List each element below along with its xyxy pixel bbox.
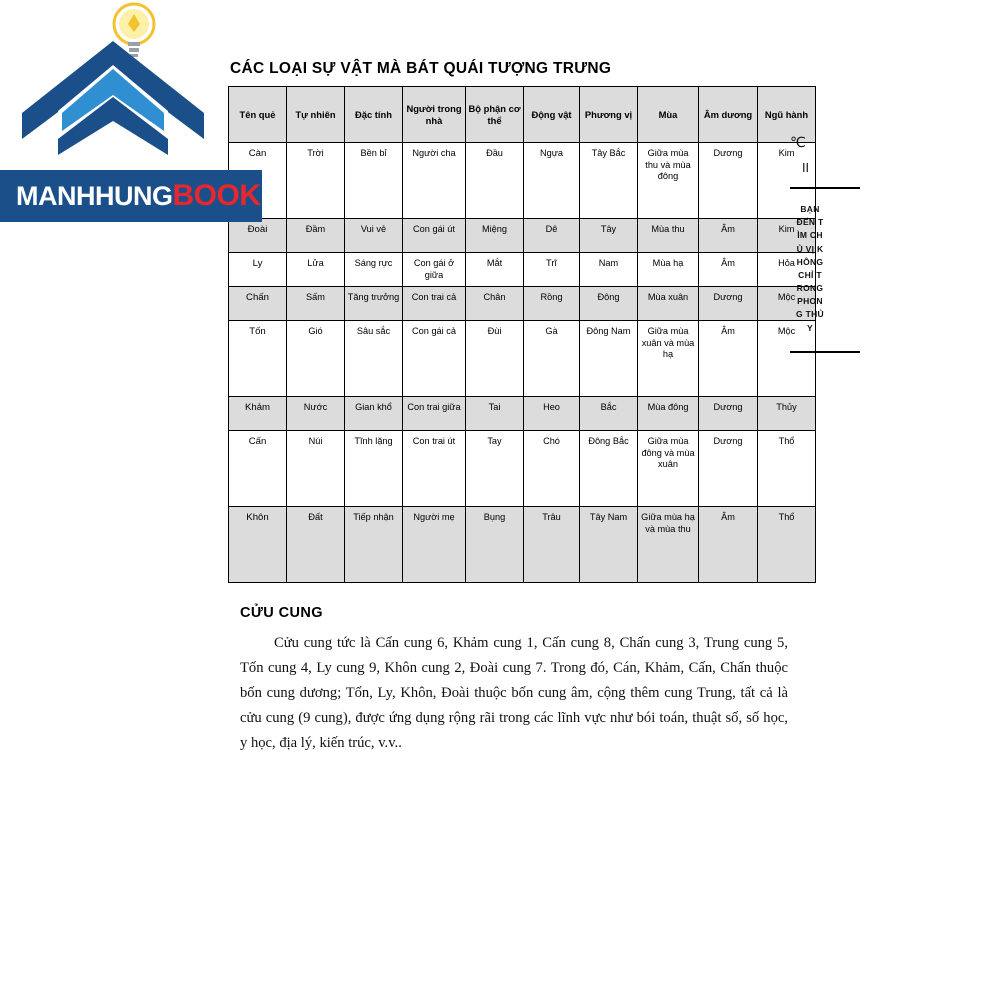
column-header: Mùa bbox=[638, 87, 699, 143]
table-cell: Đoài bbox=[229, 219, 287, 253]
table-cell: Người cha bbox=[403, 143, 466, 219]
table-row bbox=[229, 287, 816, 321]
bagua-table bbox=[228, 86, 816, 583]
table-cell: Con trai giữa bbox=[403, 397, 466, 431]
table-cell: Con gái ở giữa bbox=[403, 253, 466, 287]
table-cell: Giữa mùa thu và mùa đông bbox=[638, 143, 699, 219]
table-cell: Giữa mùa hạ và mùa thu bbox=[638, 507, 699, 583]
table-cell: Tĩnh lặng bbox=[345, 431, 403, 507]
table-cell: Dương bbox=[699, 143, 758, 219]
brand-name-secondary: BOOK bbox=[172, 179, 261, 212]
brand-name-primary: MANHHUNG bbox=[16, 180, 173, 211]
table-cell: Mộc bbox=[758, 321, 816, 397]
table-cell: Gian khổ bbox=[345, 397, 403, 431]
column-header: Đặc tính bbox=[345, 87, 403, 143]
table-cell: Bắc bbox=[580, 397, 638, 431]
margin-glyph: ℃ bbox=[790, 135, 807, 151]
table-cell: Tai bbox=[466, 397, 524, 431]
table-cell: Đầu bbox=[466, 143, 524, 219]
table-cell: Con gái cả bbox=[403, 321, 466, 397]
table-cell: Âm bbox=[699, 321, 758, 397]
table-cell: Đầm bbox=[287, 219, 345, 253]
table-cell: Chấn bbox=[229, 287, 287, 321]
table-cell: Trâu bbox=[524, 507, 580, 583]
table-cell: Khôn bbox=[229, 507, 287, 583]
table-cell: Trời bbox=[287, 143, 345, 219]
table-cell: Tay bbox=[466, 431, 524, 507]
table-cell: Âm bbox=[699, 219, 758, 253]
table-cell: Đông Bắc bbox=[580, 431, 638, 507]
table-cell: Khảm bbox=[229, 397, 287, 431]
table-cell: Càn bbox=[229, 143, 287, 219]
table-cell: Thổ bbox=[758, 431, 816, 507]
margin-vertical-text: BẠN ĐẾN TÌM CHỦ VỊ KHÔNG CHỈ TRONG PHONG THỦY bbox=[796, 204, 824, 333]
table-cell: Trĩ bbox=[524, 253, 580, 287]
table-cell: Đất bbox=[287, 507, 345, 583]
column-header: Ngũ hành bbox=[758, 87, 816, 143]
table-header-row bbox=[229, 87, 816, 143]
column-header: Người trong nhà bbox=[403, 87, 466, 143]
table-cell: Dê bbox=[524, 219, 580, 253]
table-cell: Âm bbox=[699, 507, 758, 583]
column-header: Bộ phận cơ thể bbox=[466, 87, 524, 143]
table-cell: Mùa xuân bbox=[638, 287, 699, 321]
table-row bbox=[229, 397, 816, 431]
table-cell: Tăng trưởng bbox=[345, 287, 403, 321]
column-header: Phương vị bbox=[580, 87, 638, 143]
table-cell: Ngựa bbox=[524, 143, 580, 219]
table-row bbox=[229, 431, 816, 507]
table-cell: Nam bbox=[580, 253, 638, 287]
open-book-icon bbox=[18, 35, 208, 160]
table-row bbox=[229, 321, 816, 397]
table-cell: Thổ bbox=[758, 507, 816, 583]
table-cell: Kim bbox=[758, 143, 816, 219]
body-paragraph: Cửu cung tức là Cấn cung 6, Khảm cung 1, Cấn cung 8, Chấn cung 3, Trung cung 5, Tốn cung 4, Ly cung 9, Khôn cung 2, Đoài cung 7. Trong đó, Cán, Khảm, Cấn, Chấn thuộc bốn cung dương; Tốn, Ly, Khôn, Đoài thuộc bốn cung âm, cộng thêm cung Trung, tất cả là cửu cung (9 cung), được ứng dụng rộng rãi trong các lĩnh vực như bói toán, thuật số, số học, y học, địa lý, kiến trúc, v.v.. bbox=[240, 635, 788, 752]
table-cell: Sáng rực bbox=[345, 253, 403, 287]
section-heading: CỬU CUNG bbox=[240, 605, 323, 621]
table-cell: Gà bbox=[524, 321, 580, 397]
table-cell: Rồng bbox=[524, 287, 580, 321]
table-cell: Giữa mùa đông và mùa xuân bbox=[638, 431, 699, 507]
table-cell: Đùi bbox=[466, 321, 524, 397]
table-row bbox=[229, 219, 816, 253]
table-cell: Miệng bbox=[466, 219, 524, 253]
table-cell: Mộc bbox=[758, 287, 816, 321]
table-cell: Heo bbox=[524, 397, 580, 431]
table-cell: Dương bbox=[699, 287, 758, 321]
margin-divider-bottom bbox=[790, 351, 860, 353]
table-title: CÁC LOẠI SỰ VẬT MÀ BÁT QUÁI TƯỢNG TRƯNG bbox=[230, 60, 612, 77]
table-cell: Giữa mùa xuân và mùa hạ bbox=[638, 321, 699, 397]
table-cell: Tây Bắc bbox=[580, 143, 638, 219]
table-cell: Đông bbox=[580, 287, 638, 321]
table-cell: Thủy bbox=[758, 397, 816, 431]
table-cell: Tiếp nhận bbox=[345, 507, 403, 583]
table-cell: Mùa đông bbox=[638, 397, 699, 431]
table-cell: Âm bbox=[699, 253, 758, 287]
column-header: Tên quẻ bbox=[229, 87, 287, 143]
table-row bbox=[229, 253, 816, 287]
table-cell: Con trai út bbox=[403, 431, 466, 507]
column-header: Tự nhiên bbox=[287, 87, 345, 143]
table-row bbox=[229, 143, 816, 219]
table-cell: Gió bbox=[287, 321, 345, 397]
table-cell: Con gái út bbox=[403, 219, 466, 253]
table-cell: Cấn bbox=[229, 431, 287, 507]
margin-note bbox=[790, 135, 880, 353]
table-cell: Sâu sắc bbox=[345, 321, 403, 397]
table-cell: Kim bbox=[758, 219, 816, 253]
table-cell: Dương bbox=[699, 397, 758, 431]
table-row bbox=[229, 507, 816, 583]
table-cell: Chó bbox=[524, 431, 580, 507]
margin-equals: II bbox=[802, 161, 810, 175]
table-cell: Ly bbox=[229, 253, 287, 287]
table-cell: Vui vẻ bbox=[345, 219, 403, 253]
table-body bbox=[229, 143, 816, 583]
table-cell: Hỏa bbox=[758, 253, 816, 287]
table-cell: Đông Nam bbox=[580, 321, 638, 397]
table-cell: Mùa hạ bbox=[638, 253, 699, 287]
table-cell: Tốn bbox=[229, 321, 287, 397]
table-cell: Người mẹ bbox=[403, 507, 466, 583]
table-cell: Tây bbox=[580, 219, 638, 253]
margin-divider-top bbox=[790, 187, 860, 189]
table-cell: Chân bbox=[466, 287, 524, 321]
document-page bbox=[228, 60, 868, 756]
brand-bar bbox=[0, 170, 262, 222]
table-cell: Mắt bbox=[466, 253, 524, 287]
table-cell: Dương bbox=[699, 431, 758, 507]
table-cell: Con trai cả bbox=[403, 287, 466, 321]
column-header: Âm dương bbox=[699, 87, 758, 143]
table-cell: Mùa thu bbox=[638, 219, 699, 253]
table-cell: Tây Nam bbox=[580, 507, 638, 583]
table-cell: Nước bbox=[287, 397, 345, 431]
column-header: Động vật bbox=[524, 87, 580, 143]
watermark-logo bbox=[0, 0, 300, 225]
table-cell: Sấm bbox=[287, 287, 345, 321]
table-cell: Bụng bbox=[466, 507, 524, 583]
table-header bbox=[229, 87, 816, 143]
table-cell: Lửa bbox=[287, 253, 345, 287]
table-cell: Núi bbox=[287, 431, 345, 507]
table-cell: Bền bỉ bbox=[345, 143, 403, 219]
